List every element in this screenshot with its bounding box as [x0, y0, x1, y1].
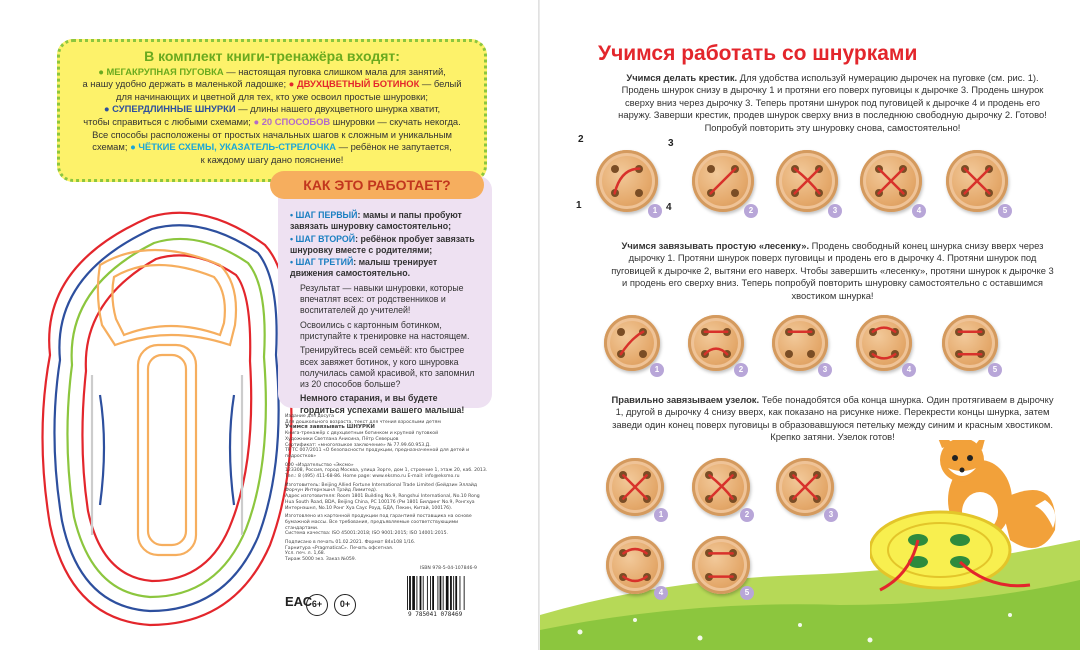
kit-line-part: а нашу удобно держать в маленькой ладошке; — [82, 78, 289, 90]
kit-line-part: — длины нашего двухцветного шнурка хватит, — [235, 103, 441, 115]
lacing-button-illustration — [692, 536, 750, 594]
step-number-badge: 4 — [912, 204, 926, 218]
how-step — [290, 257, 480, 280]
lacing-button-illustration — [772, 315, 828, 371]
page-title: Учимся работать со шнурками — [598, 42, 918, 65]
section-knot — [610, 394, 1055, 444]
imprint-line: Подписано в печать 01.02.2021. Формат 84x108 1/16. — [285, 540, 416, 546]
lacing-button-illustration — [776, 150, 838, 212]
right-page — [540, 0, 1080, 650]
kit-line-part: ● МЕГАКРУПНАЯ ПУГОВКА — [98, 65, 224, 77]
hole-number-label: 2 — [578, 134, 584, 145]
imprint-line: Усл. печ. л. 1,68. — [285, 551, 326, 557]
hole-number-label: 3 — [668, 138, 674, 149]
hole-number-label: 4 — [666, 202, 672, 213]
how-p3: Тренируйтесь всей семьёй: кто быстрее всех завяжет ботинок, у кого шнуровка получилась самой красивой, кто запомнил из 20 способов больше? — [300, 345, 475, 390]
kit-lines — [72, 66, 472, 167]
imprint-title: Учимся завязывать ШНУРКИ — [285, 424, 375, 431]
how-steps — [290, 210, 480, 280]
kit-title: В комплект книги-тренажёра входят: — [144, 48, 400, 64]
imprint-line: Изготовитель: Beijing Allied Fortune International Trade Limited (Бейдзин Эллайд Форчун Интернэшнл Трэйд Лимитед). — [285, 482, 478, 494]
how-step-text: : мамы и папы пробуют завязать шнуровку самостоятельно; — [290, 210, 462, 232]
age-rating-1: 6+ — [306, 594, 328, 616]
lacing-button-illustration — [596, 150, 658, 212]
imprint-line: 123308, Россия, город Москва, улица Зорге, дом 1, строение 1, этаж 20, каб. 2013. — [285, 468, 488, 474]
imprint-line: Тираж 5000 экз. Заказ №059. — [285, 557, 357, 563]
imprint-line: Сертификат: «многоязыкое заключение» № 77.99.60.953.Д. — [285, 442, 431, 448]
step-number-badge: 3 — [824, 508, 838, 522]
barcode — [405, 576, 490, 612]
step-number-badge: 2 — [744, 204, 758, 218]
eac-mark: ЕАС — [285, 594, 313, 609]
kit-line-part: шнуровки — скучать некогда. — [330, 115, 461, 127]
kit-line-part: ● ДВУХЦВЕТНЫЙ БОТИНОК — [288, 78, 420, 90]
how-title: КАК ЭТО РАБОТАЕТ? — [270, 171, 484, 199]
kit-line-part: — настоящая пуговка слишком мала для занятий, — [223, 65, 446, 77]
kit-line — [72, 129, 472, 142]
lacing-button-illustration — [946, 150, 1008, 212]
step-number-badge: 1 — [648, 204, 662, 218]
kit-line — [72, 103, 472, 116]
kit-line — [72, 78, 472, 91]
kit-line — [72, 66, 472, 79]
kit-line-part: ● 20 СПОСОБОВ — [253, 115, 331, 127]
section-knot-lead: Правильно завязываем узелок. — [611, 394, 760, 405]
section-cross-lead: Учимся делать крестик. — [626, 72, 738, 83]
imprint-line: Для дошкольного возраста, текст для чтения взрослыми детям — [285, 419, 441, 425]
barcode-number: 9 785041 078469 — [408, 611, 463, 618]
imprint-line: 000 «Издательство «Эксмо» — [285, 462, 354, 468]
step-number-badge: 1 — [650, 363, 664, 377]
kit-line-part: к каждому шагу дано пояснение! — [200, 153, 344, 165]
imprint-line: Адрес изготовителя: Room 1801 Building No.9, Rongshui International, No.10 Rong Hua South Road, BDA, Beijing China, PC 100176 (Рм 1801 Билдинг No.9, Ронгхуа Интернэшнл, No.10 Ронг Хуа Саус Роуд, БДА, Пекин, Китай, 100176). — [285, 494, 480, 511]
section-ladder-text: Продень свободный конец шнурка снизу вверх через дырочку 1. Протяни шнурок поверх пуговицы и продень его в дырочку 4. Протяни шнурок под пуговицей к дырочке 2, вытяни его наверх. Чтобы завершить «лесенку», протяни шнурок к дырочке 3 и продень его сверху вниз. Теперь попробуй повторить шнуровку самостоятельно с оставшимся хвостиком шнурка! — [611, 240, 1054, 301]
age-rating-2: 0+ — [334, 594, 356, 616]
step-number-badge: 2 — [740, 508, 754, 522]
how-p2: Освоились с картонным ботинком, приступайте к тренировке на настоящем. — [300, 319, 470, 341]
hole-number-label: 1 — [576, 200, 582, 211]
lacing-button-illustration — [692, 150, 754, 212]
lacing-button-illustration — [692, 458, 750, 516]
how-step-label: • ШАГ ПЕРВЫЙ — [290, 210, 358, 220]
imprint-line: Изготовлено из картонной продукции под гарантией поставщика на основе бумажной массы. Все требования, предъявляемые соответствующими стандартами. — [285, 514, 472, 531]
step-number-badge: 5 — [998, 204, 1012, 218]
section-ladder-lead: Учимся завязывать простую «лесенку». — [621, 240, 810, 251]
kit-line-part: — белый — [419, 78, 462, 90]
lacing-button-illustration — [606, 458, 664, 516]
step-number-badge: 2 — [734, 363, 748, 377]
kit-line-part: — ребёнок не запутается, — [336, 141, 452, 153]
imprint-line: Издание для досуга — [285, 414, 334, 419]
lacing-button-illustration — [860, 150, 922, 212]
section-knot-text: Тебе понадобятся оба конца шнурка. Один протягиваем в дырочку 1, другой в дырочку 4 снизу вверх, как показано на рисунке ниже. Перекрести концы шнурка, затем заведи один конец поверх пуговицы в образовавшуюся петельку между синим и красным хвостиком. Крепко затяни. Узелок готов! — [612, 394, 1054, 443]
section-ladder — [610, 240, 1055, 302]
lacing-button-illustration — [856, 315, 912, 371]
section-cross — [610, 72, 1055, 134]
imprint-line: Тел.: 8 (495) 411-68-86. Home page: www.eksmo.ru E-mail: info@eksmo.ru — [285, 474, 460, 480]
fox-with-button-illustration — [870, 440, 1070, 600]
isbn: ISBN 978-5-04-107846-9 — [420, 566, 477, 571]
imprint-line: Система качества: ISO 45001:2018; ISO 9001:2015; ISO 14001:2015. — [285, 531, 448, 537]
kit-line — [72, 154, 472, 167]
step-number-badge: 5 — [988, 363, 1002, 377]
how-step-label: • ШАГ ВТОРОЙ — [290, 233, 356, 244]
lacing-button-illustration — [942, 315, 998, 371]
shoe-illustration — [30, 205, 300, 635]
kit-line-part: Все способы расположены от простых начальных шагов к сложным и уникальным — [92, 128, 452, 140]
lacing-button-illustration — [604, 315, 660, 371]
step-number-badge: 1 — [654, 508, 668, 522]
lacing-button-illustration — [776, 458, 834, 516]
lacing-button-illustration — [606, 536, 664, 594]
how-step-text: : ребёнок пробует завязать шнуровку вместе с родителями; — [290, 233, 475, 255]
step-number-badge: 4 — [654, 586, 668, 600]
imprint-line: ТР ТС 007/2011 «О безопасности продукции, предназначенной для детей и подростков» — [285, 448, 470, 459]
step-number-badge: 5 — [740, 586, 754, 600]
how-step-text: : малыш тренирует движения самостоятельно. — [290, 257, 438, 279]
section-cross-text: Для удобства используй нумерацию дырочек на пуговке (см. рис. 1). Продень шнурок снизу в дырочку 1 и протяни его поверх пуговицы к дырочке 3. Продень шнурок сверху вниз через дырочку 3. Теперь протяни шнурок под пуговицей к дырочке 4 и продень его наружу. Заверши крестик, продев шнурок сверху вниз в последнюю свободную дырочку 2. Готово! Попробуй повторить эту шнуровку снова, самостоятельно! — [618, 72, 1047, 133]
lacing-button-illustration — [688, 315, 744, 371]
how-step — [290, 210, 480, 233]
kit-line — [72, 116, 472, 129]
step-number-badge: 4 — [902, 363, 916, 377]
how-p4: Немного старания, и вы будете гордиться успехами вашего малыша! — [300, 393, 465, 415]
kit-contents-box — [57, 39, 487, 182]
kit-line-part: для начинающих и цветной для тех, кто уже освоил простые шнуровки; — [116, 90, 428, 102]
kit-line-part: схемам; — [92, 141, 131, 153]
kit-line — [72, 91, 472, 104]
how-p1: Результат — навыки шнуровки, которые впечатлят всех: от родственников и воспитателей до учителей! — [300, 282, 464, 316]
how-step — [290, 234, 480, 257]
how-it-works-box — [278, 176, 492, 415]
kit-line — [72, 141, 472, 154]
kit-line-part: чтобы справиться с любыми схемами; — [83, 115, 254, 127]
kit-line-part: ● СУПЕРДЛИННЫЕ ШНУРКИ — [103, 103, 236, 115]
imprint-subtitle: Книга-тренажёр с двухцветным ботинком и крупной пуговкой — [285, 431, 439, 437]
step-number-badge: 3 — [828, 204, 842, 218]
kit-line-part: ● ЧЁТКИЕ СХЕМЫ, УКАЗАТЕЛЬ-СТРЕЛОЧКА — [130, 141, 336, 153]
step-number-badge: 3 — [818, 363, 832, 377]
imprint-line: Гарнитура «PragmaticaC». Печать офсетная. — [285, 545, 394, 551]
imprint-authors: Художники Светлана Анисина, Пётр Северцов — [285, 436, 399, 442]
how-step-label: • ШАГ ТРЕТИЙ — [290, 257, 354, 268]
